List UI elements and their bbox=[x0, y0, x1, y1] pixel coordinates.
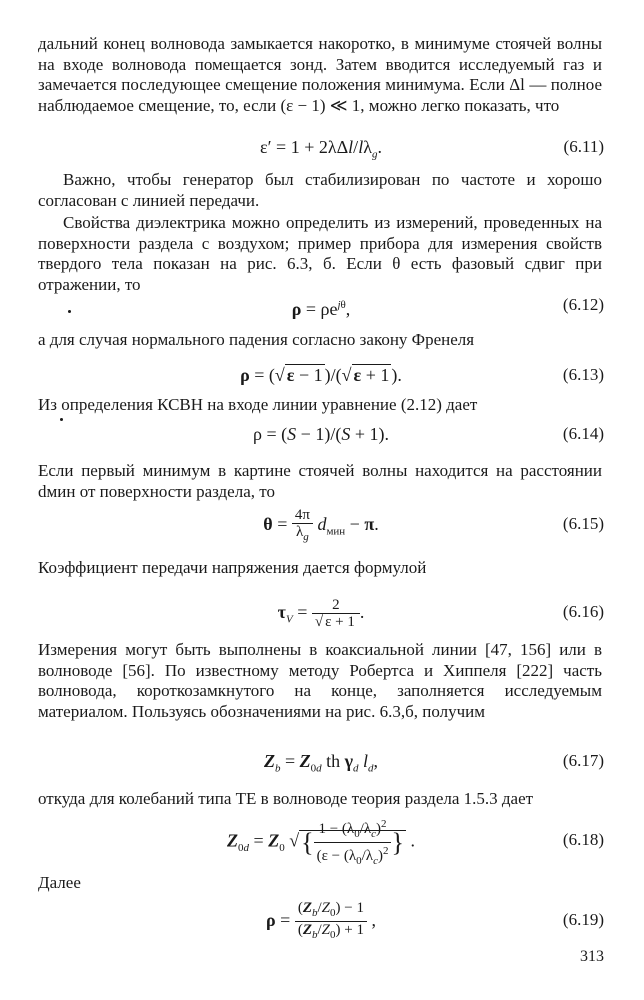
paragraph-6: Если первый минимум в картине стоячей волны находится на расстоянии dмин от поверхности раздела, то bbox=[38, 461, 602, 501]
equation-number: (6.13) bbox=[562, 365, 604, 384]
equation-number: (6.11) bbox=[563, 137, 604, 156]
formula: $\tau_V$ = $\frac{2}{√ \varepsilon + 1}$ . bbox=[277, 597, 365, 631]
equation-number: (6.19) bbox=[562, 910, 604, 929]
equation-number: (6.16) bbox=[562, 602, 604, 621]
paragraph-7: Коэффициент передачи напряжения дается формулой bbox=[38, 558, 427, 577]
equation-number: (6.14) bbox=[562, 424, 604, 443]
equation-6-13 bbox=[38, 360, 604, 390]
equation-6-12 bbox=[38, 290, 604, 320]
paragraph-2: Важно, чтобы генератор был стабилизирован по частоте и хорошо согласован с линией передачи. bbox=[38, 170, 602, 210]
equation-6-15 bbox=[38, 504, 604, 544]
formula: $Z_{0d} = Z_0$ √{ $\frac{1 - (\lambda_0/\lambda_c)^2}{(\varepsilon - (\lambda_0/\lambda_c)^2}$ } . bbox=[227, 818, 415, 867]
page-number: 313 bbox=[580, 948, 604, 965]
equation-number: (6.15) bbox=[562, 514, 604, 533]
equation-number: (6.12) bbox=[562, 295, 604, 314]
paragraph-9: откуда для колебаний типа ТЕ в волноводе теория раздела 1.5.3 дает bbox=[38, 789, 534, 808]
equation-6-19 bbox=[38, 898, 604, 942]
equation-6-11 bbox=[38, 132, 604, 162]
formula: θ = $\frac{4\pi}{\lambda_g}$ $d_{мин} - \pi$. bbox=[263, 506, 379, 543]
paragraph-5: Из определения КСВН на входе линии уравнение (2.12) дает bbox=[38, 395, 478, 414]
formula: ρ = (√ ε − 1 )/(√ ε + 1 ). bbox=[240, 365, 402, 385]
paragraph-4: а для случая нормального падения согласно закону Френеля bbox=[38, 330, 475, 349]
equation-6-18 bbox=[38, 816, 604, 867]
equation-6-17 bbox=[38, 746, 604, 776]
formula: ρ = $\frac{(Z_b/Z_0) - 1}{(Z_b/Z_0) + 1}$ , bbox=[266, 900, 376, 942]
equation-number: (6.17) bbox=[562, 751, 604, 770]
equation-6-16 bbox=[38, 590, 604, 634]
paragraph-10: Далее bbox=[38, 873, 81, 892]
paragraph-3: Свойства диэлектрика можно определить из измерений, проведенных на поверхности раздела с воздухом; пример прибора для измерения свойств твердого тела показан на рис. 6.3, б. Если θ есть фазовый сдвиг при отражении, то bbox=[38, 213, 602, 294]
paragraph-8: Измерения могут быть выполнены в коаксиальной линии [47, 156] или в волноводе [56]. По известному методу Робертса и Хиппеля [222] часть волновода, короткозамкнутого на конце, заполняется исследуемым материалом. Пользуясь обозначениями на рис. 6.3,б, получим bbox=[38, 640, 602, 721]
formula: $\varepsilon' = 1 + 2\lambda\Delta l/l\lambda_g$. bbox=[260, 137, 382, 161]
formula: $\rho = \rho e^{j\theta}$, bbox=[291, 299, 351, 319]
equation-number: (6.18) bbox=[562, 830, 604, 849]
paragraph-1: дальний конец волновода замыкается накоротко, в минимуме стоячей волны на входе волновода помещается зонд. Затем вводится исследуемый газ и замечается последующее смещение положения минимума. Если Δl — полное наблюдаемое смещение, то, если (ε − 1) ≪ 1, можно легко показать, что bbox=[38, 34, 602, 115]
formula: ρ = (S − 1)/(S + 1). bbox=[253, 424, 389, 444]
equation-6-14 bbox=[38, 419, 604, 449]
formula: $Z_b = Z_{0d}$ th $\gamma_d$ $l_d$, bbox=[263, 751, 379, 775]
